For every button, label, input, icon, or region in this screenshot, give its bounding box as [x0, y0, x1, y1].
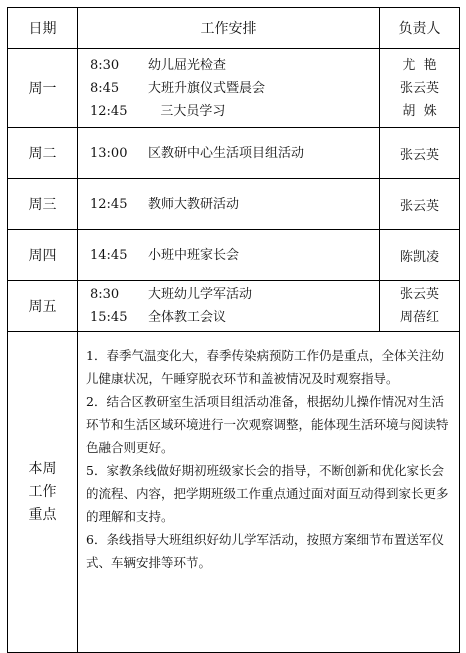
owner-cell-wednesday: 张云英	[380, 179, 460, 230]
day-label-wednesday: 周三	[8, 179, 78, 230]
entry-task: 三大员学习	[148, 103, 226, 119]
header-owner: 负责人	[380, 8, 460, 49]
entry	[78, 142, 379, 165]
entry-time: 12:45	[90, 196, 128, 212]
entry-task: 教师大教研活动	[148, 196, 240, 212]
work-cell-wednesday	[78, 179, 380, 230]
row-monday	[8, 49, 460, 128]
entry-task: 幼儿屈光检查	[148, 57, 227, 73]
entry	[78, 54, 379, 77]
focus-label-line: 工作	[28, 483, 57, 500]
row-wednesday	[8, 179, 460, 230]
row-tuesday	[8, 128, 460, 179]
focus-item: 2．结合区教研室生活项目组活动准备，根据幼儿操作情况对生活环节和生活区域环境进行一次观察调整，能体现生活环境与阅读特色融合则更好。	[86, 394, 449, 455]
day-label-friday: 周五	[8, 281, 78, 332]
entry-owner: 周蓓红	[399, 310, 439, 325]
work-cell-tuesday	[78, 128, 380, 179]
entry-owner: 张云英	[399, 287, 439, 302]
entry-time: 15:45	[90, 310, 128, 325]
owner-cell-monday	[380, 49, 460, 128]
entry	[78, 193, 379, 216]
entry-time: 8:30	[90, 287, 120, 302]
entry-time: 8:30	[90, 57, 120, 73]
entry	[78, 244, 379, 267]
row-friday	[8, 281, 460, 332]
entry-owner: 张云英	[399, 80, 439, 96]
day-label-monday: 周一	[8, 49, 78, 128]
owner-cell-tuesday: 张云英	[380, 128, 460, 179]
entry-time: 13:00	[90, 145, 128, 161]
header-day: 日期	[8, 8, 78, 49]
header-work: 工作安排	[78, 8, 380, 49]
row-weekly-focus	[8, 332, 460, 653]
entry	[78, 283, 379, 306]
entry-time: 14:45	[90, 247, 128, 263]
entry-time: 12:45	[90, 103, 128, 119]
day-label-tuesday: 周二	[8, 128, 78, 179]
entry	[78, 100, 379, 123]
entry-task: 区教研中心生活项目组活动	[148, 145, 305, 161]
entry-task: 大班升旗仪式暨晨会	[148, 80, 266, 96]
weekly-schedule-table	[7, 7, 460, 653]
work-cell-thursday	[78, 230, 380, 281]
focus-label-line: 本周	[28, 460, 57, 477]
entry-owner: 胡 姝	[402, 103, 437, 119]
focus-label-line: 重点	[28, 506, 57, 523]
entry	[78, 77, 379, 100]
entry-time: 8:45	[90, 80, 120, 96]
focus-item: 1．春季气温变化大，春季传染病预防工作仍是重点，全体关注幼儿健康状况，午睡穿脱衣环节和盖被情况及时观察指导。	[86, 348, 444, 386]
work-cell-monday	[78, 49, 380, 128]
owner-cell-thursday: 陈凯凌	[380, 230, 460, 281]
entry-task: 大班幼儿学军活动	[148, 287, 253, 302]
row-thursday	[8, 230, 460, 281]
work-cell-friday	[78, 281, 380, 332]
focus-item: 6．条线指导大班组织好幼儿学军活动，按照方案细节布置送军仪式、车辆安排等环节。	[86, 532, 444, 570]
focus-label-cell	[8, 332, 78, 653]
focus-content-cell	[78, 332, 460, 653]
entry	[78, 306, 379, 329]
entry-owner: 尤 艳	[402, 57, 437, 73]
day-label-thursday: 周四	[8, 230, 78, 281]
entry-task: 全体教工会议	[148, 310, 227, 325]
entry-task: 小班中班家长会	[148, 247, 240, 263]
focus-item: 5．家教条线做好期初班级家长会的指导，不断创新和优化家长会的流程、内容，把学期班级工作重点通过面对面互动得到家长更多的理解和支持。	[86, 463, 449, 524]
owner-cell-friday	[380, 281, 460, 332]
header-row	[8, 8, 460, 49]
